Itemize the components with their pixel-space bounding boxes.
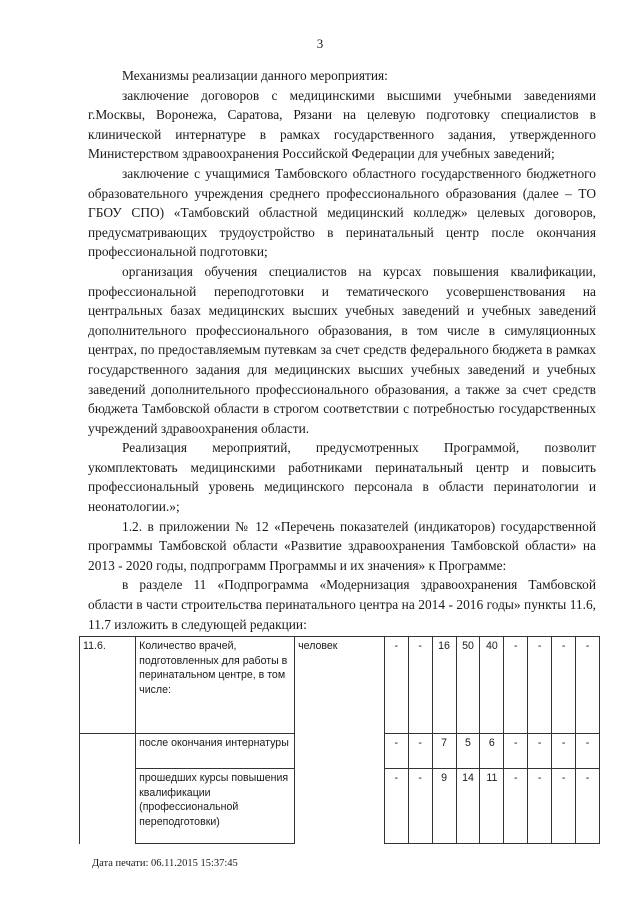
value-cell: 16 (432, 637, 456, 734)
value-cell: 6 (480, 734, 504, 769)
value-cell: 50 (456, 637, 480, 734)
value-cell: 11 (480, 769, 504, 844)
value-cell: 7 (432, 734, 456, 769)
value-cell: 14 (456, 769, 480, 844)
empty-cell (295, 734, 385, 769)
paragraph: заключение договоров с медицинскими высшими учебными заведениями г.Москвы, Воронежа, Саратова, Рязани на целевую подготовку специалистов в клинической интернатуре в рамках государственного задания, утвержденного Министерством здравоохранения Российской Федерации для учебных заведений; (88, 87, 596, 162)
value-cell: - (552, 769, 576, 844)
paragraph: организация обучения специалистов на курсах повышения квалификации, профессиональной переподготовки и тематического усовершенствования на центральных базах медицинских высших учебных заведений и учебных заведений дополнительного профессионального образования, в том числе в симуляционных центрах, по предоставляемым путевкам за счет средств федерального бюджета в рамках государственного задания для медицинских высших учебных заведений и учебных заведений дополнительного профессионального образования, а также за счет средств бюджета Тамбовской области в строгом соответствии с потребностью государственных учреждений здравоохранения области. (88, 263, 596, 436)
paragraph: в разделе 11 «Подпрограмма «Модернизация здравоохранения Тамбовской области в части строительства перинатального центра на 2014 - 2016 годы» пункты 11.6, 11.7 изложить в следующей редакции: (88, 577, 596, 632)
table-row (80, 637, 600, 734)
value-cell: - (504, 734, 528, 769)
paragraph: Реализация мероприятий, предусмотренных Программой, позволит укомплектовать медицинскими работниками перинатальный центр и повысить профессиональный уровень медицинского персонала в области перинатологии и неонатологии.»; (88, 440, 596, 515)
indicators-table (79, 636, 600, 844)
value-cell: - (504, 637, 528, 734)
value-cell: 9 (432, 769, 456, 844)
indicator-name: после окончания интернатуры (136, 734, 295, 769)
value-cell: - (528, 734, 552, 769)
value-cell: - (504, 769, 528, 844)
value-cell: - (384, 734, 408, 769)
unit-cell: человек (295, 637, 385, 734)
value-cell: - (384, 637, 408, 734)
print-date: Дата печати: 06.11.2015 15:37:45 (92, 858, 238, 869)
indicator-name: Количество врачей, подготовленных для работы в перинатальном центре, в том числе: (136, 637, 295, 734)
paragraph: заключение с учащимися Тамбовского областного государственного бюджетного образовательного учреждения среднего профессионального образования (далее – ТО ГБОУ СПО) «Тамбовский областной медицинский колледж» целевых договоров, предусматривающих трудоустройство в перинатальный центр после окончания профессиональной подготовки; (88, 165, 596, 260)
indicator-name: прошедших курсы повышения квалификации (профессиональной переподготовки) (136, 769, 295, 844)
value-cell: 40 (480, 637, 504, 734)
value-cell: - (576, 637, 600, 734)
empty-cell (80, 769, 136, 844)
body-text (88, 66, 596, 634)
value-cell: - (576, 769, 600, 844)
value-cell: - (384, 769, 408, 844)
page-number: 3 (316, 36, 324, 51)
paragraph: Механизмы реализации данного мероприятия: (122, 68, 388, 83)
value-cell: - (576, 734, 600, 769)
empty-cell (80, 734, 136, 769)
paragraph: 1.2. в приложении № 12 «Перечень показателей (индикаторов) государственной программы Тамбовской области «Развитие здравоохранения Тамбовской области» на 2013 - 2020 годы, подпрограмм Программы и их значения» к Программе: (88, 518, 596, 573)
value-cell: - (408, 769, 432, 844)
row-number: 11.6. (80, 637, 136, 734)
value-cell: - (552, 734, 576, 769)
value-cell: - (408, 637, 432, 734)
value-cell: 5 (456, 734, 480, 769)
empty-cell (295, 769, 385, 844)
table-row (80, 734, 600, 769)
table-row (80, 769, 600, 844)
value-cell: - (528, 769, 552, 844)
value-cell: - (552, 637, 576, 734)
value-cell: - (408, 734, 432, 769)
value-cell: - (528, 637, 552, 734)
